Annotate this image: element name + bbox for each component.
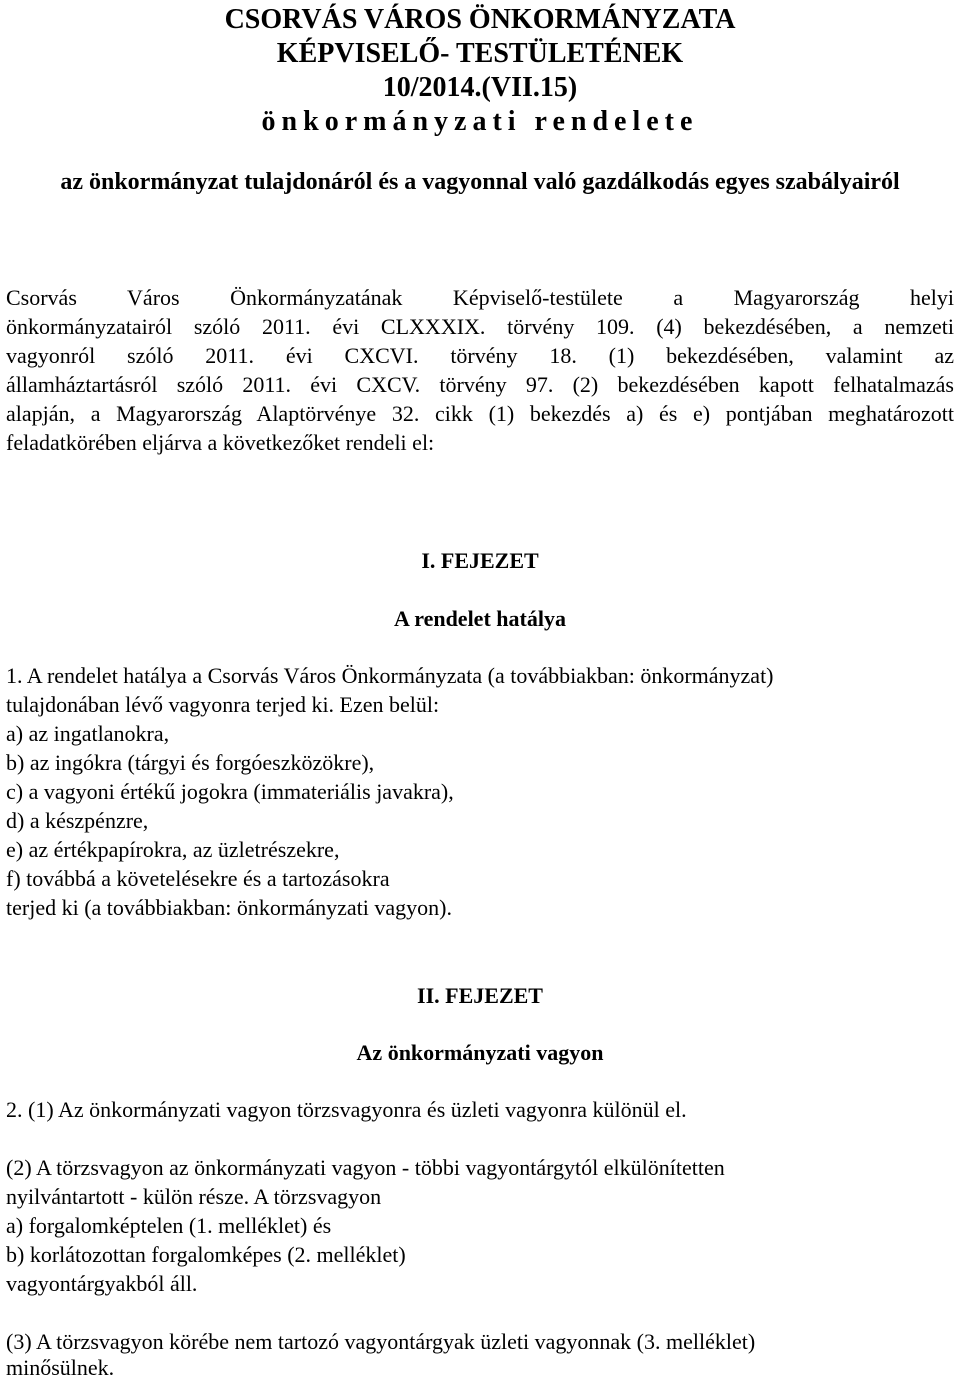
chapter-1-list-item: a) az ingatlanokra, xyxy=(6,721,170,746)
document-subject: az önkormányzat tulajdonáról és a vagyonnal való gazdálkodás egyes szabályairól xyxy=(60,169,900,195)
chapter-2-list-item: a) forgalomképtelen (1. melléklet) és xyxy=(6,1213,332,1238)
chapter-1-heading: I. FEJEZET xyxy=(421,548,539,573)
header-line-1: CSORVÁS VÁROS ÖNKORMÁNYZATA xyxy=(224,4,736,35)
chapter-1-list-item: c) a vagyoni értékű jogokra (immateriális javakra), xyxy=(6,779,454,804)
chapter-1-list-item: d) a készpénzre, xyxy=(6,808,149,833)
chapter-1-line: 1. A rendelet hatálya a Csorvás Város Önkormányzata (a továbbiakban: önkormányzat) xyxy=(6,663,774,688)
preamble-line: államháztartásról szóló 2011. évi CXCV. törvény 97. (2) bekezdésében kapott felhatalmazás xyxy=(6,372,954,397)
preamble-line: alapján, a Magyarország Alaptörvénye 32. cikk (1) bekezdés a) és e) pontjában meghatározott xyxy=(6,401,954,426)
chapter-2-paragraph-2-line: (2) A törzsvagyon az önkormányzati vagyon - többi vagyontárgytól elkülönítetten xyxy=(6,1155,725,1180)
chapter-1-line: terjed ki (a továbbiakban: önkormányzati vagyon). xyxy=(6,895,452,920)
chapter-1-list-item: b) az ingókra (tárgyi és forgóeszközökre), xyxy=(6,750,375,775)
chapter-2-paragraph-3-line: minősülnek. xyxy=(6,1355,115,1380)
preamble-line: vagyonról szóló 2011. évi CXCVI. törvény 18. (1) bekezdésében, valamint az xyxy=(6,343,954,368)
chapter-2-heading: II. FEJEZET xyxy=(417,983,543,1008)
chapter-2-list-item: b) korlátozottan forgalomképes (2. melléklet) xyxy=(6,1242,406,1267)
chapter-1-list-item: f) továbbá a követelésekre és a tartozásokra xyxy=(6,866,390,891)
header-line-4: önkormányzati rendelete xyxy=(261,106,699,137)
chapter-1-title: A rendelet hatálya xyxy=(394,606,566,631)
preamble-line: feladatkörében eljárva a következőket rendeli el: xyxy=(6,430,435,455)
chapter-2-title: Az önkormányzati vagyon xyxy=(356,1040,604,1065)
chapter-2-paragraph-2-line: nyilvántartott - külön része. A törzsvagyon xyxy=(6,1184,382,1209)
chapter-1-list-item: e) az értékpapírokra, az üzletrészekre, xyxy=(6,837,340,862)
chapter-2-paragraph-2-line: vagyontárgyakból áll. xyxy=(6,1271,198,1296)
chapter-2-paragraph-3-line: (3) A törzsvagyon körébe nem tartozó vagyontárgyak üzleti vagyonnak (3. melléklet) xyxy=(6,1329,756,1354)
header-line-2: KÉPVISELŐ- TESTÜLETÉNEK xyxy=(276,38,684,69)
chapter-2-paragraph-1: 2. (1) Az önkormányzati vagyon törzsvagyonra és üzleti vagyonra különül el. xyxy=(6,1097,687,1122)
preamble-line: önkormányzatairól szóló 2011. évi CLXXXIX. törvény 109. (4) bekezdésében, a nemzeti xyxy=(6,314,954,339)
preamble-line: Csorvás Város Önkormányzatának Képviselő-testülete a Magyarország helyi xyxy=(6,285,954,310)
chapter-1-line: tulajdonában lévő vagyonra terjed ki. Ezen belül: xyxy=(6,692,440,717)
header-line-3: 10/2014.(VII.15) xyxy=(382,72,578,103)
